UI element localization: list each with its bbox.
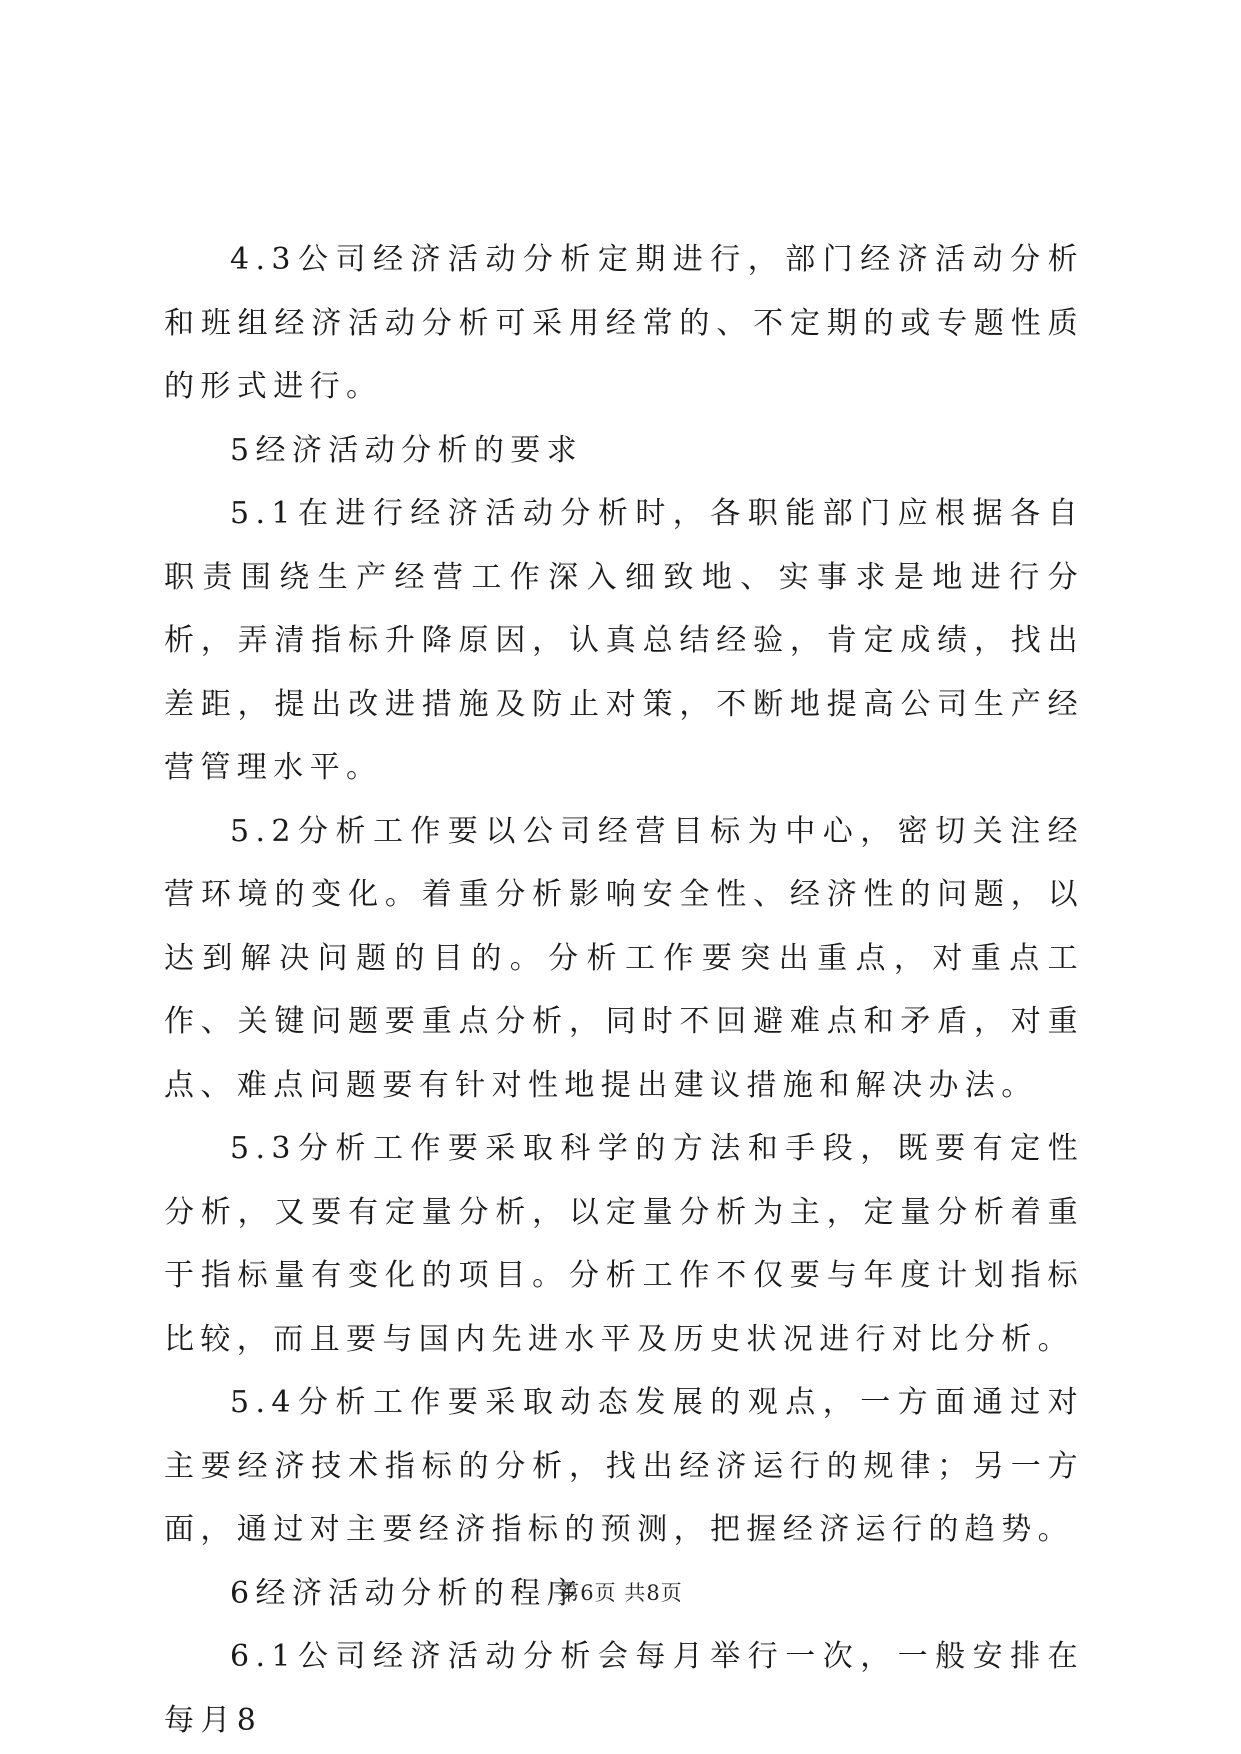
heading-section-5: 5经济活动分析的要求 — [230, 432, 584, 468]
paragraph-4-3: 4.3公司经济活动分析定期进行，部门经济活动分析和班组经济活动分析可采用经常的、不定期的或专题性质的形式进行。 — [164, 242, 1084, 404]
document-body — [164, 228, 1084, 1752]
paragraph-5-2: 5.2分析工作要以公司经营目标为中心，密切关注经营环境的变化。着重分析影响安全性、经济性的问题，以达到解决问题的目的。分析工作要突出重点，对重点工作、关键问题要重点分析，同时不回避难点和矛盾，对重点、难点问题要有针对性地提出建议措施和解决办法。 — [164, 813, 1084, 1103]
heading-section-6: 6经济活动分析的程序 — [230, 1575, 584, 1611]
paragraph-5-1: 5.1在进行经济活动分析时，各职能部门应根据各自职责围绕生产经营工作深入细致地、实事求是地进行分析，弄清指标升降原因，认真总结经验，肯定成绩，找出差距，提出改进措施及防止对策，不断地提高公司生产经营管理水平。 — [164, 496, 1084, 785]
page-number-footer: 第6页 共8页 — [558, 1581, 683, 1605]
paragraph-5-3: 5.3分析工作要采取科学的方法和手段，既要有定性分析，又要有定量分析，以定量分析为主，定量分析着重于指标量有变化的项目。分析工作不仅要与年度计划指标比较，而且要与国内先进水平及历史状况进行对比分析。 — [164, 1131, 1084, 1357]
paragraph-6-1: 6.1公司经济活动分析会每月举行一次，一般安排在每月8 — [164, 1639, 1084, 1738]
paragraph-5-4: 5.4分析工作要采取动态发展的观点，一方面通过对主要经济技术指标的分析，找出经济运行的规律；另一方面，通过对主要经济指标的预测，把握经济运行的趋势。 — [164, 1385, 1084, 1547]
